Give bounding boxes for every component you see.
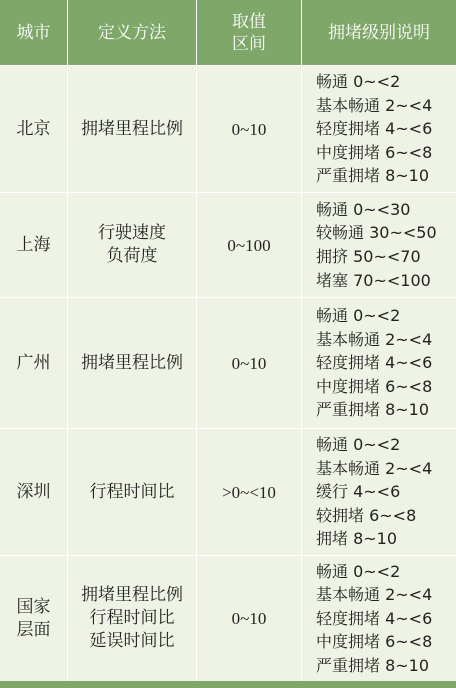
method-text: 负荷度 xyxy=(106,246,158,266)
header-city: 城市 xyxy=(0,0,68,65)
range-cell: 0~10 xyxy=(197,556,302,681)
level-item: 畅通 0~<2 xyxy=(316,435,401,455)
level-item: 畅通 0~<2 xyxy=(316,72,401,92)
table-row xyxy=(0,297,456,428)
range-cell: 0~10 xyxy=(197,66,302,192)
city-name: 深圳 xyxy=(16,481,51,502)
method-cell xyxy=(68,193,197,297)
header-range-line2: 区间 xyxy=(232,33,266,54)
levels-cell xyxy=(302,556,456,681)
levels-cell xyxy=(302,66,456,192)
level-item: 严重拥堵 8~10 xyxy=(316,400,430,420)
city-name: 国家 xyxy=(16,596,51,617)
method-text: 行驶速度 xyxy=(98,223,166,243)
method-cell xyxy=(68,429,197,555)
city-name: 上海 xyxy=(16,234,51,255)
level-item: 基本畅通 2~<4 xyxy=(316,95,433,115)
level-item: 基本畅通 2~<4 xyxy=(316,458,433,478)
level-item: 中度拥堵 6~<8 xyxy=(316,376,433,396)
range-cell: 0~100 xyxy=(197,193,302,297)
header-range-line1: 取值 xyxy=(232,11,266,32)
levels-cell xyxy=(302,298,456,428)
table-header xyxy=(0,0,456,65)
level-item: 畅通 0~<2 xyxy=(316,561,401,581)
level-item: 严重拥堵 8~10 xyxy=(316,166,430,186)
level-item: 畅通 0~<30 xyxy=(316,199,411,219)
method-text: 延误时间比 xyxy=(89,631,175,651)
level-item: 轻度拥堵 4~<6 xyxy=(316,608,433,628)
level-item: 较畅通 30~<50 xyxy=(316,223,437,243)
table-bottom-rule xyxy=(0,681,456,688)
level-item: 拥挤 50~<70 xyxy=(316,247,421,266)
header-method: 定义方法 xyxy=(68,0,197,65)
method-text: 拥堵里程比例 xyxy=(81,118,183,139)
city-cell xyxy=(0,66,68,192)
method-text: 行程时间比 xyxy=(89,608,175,628)
city-cell xyxy=(0,556,68,681)
level-item: 畅通 0~<2 xyxy=(316,306,401,326)
header-range xyxy=(197,0,302,65)
method-text: 拥堵里程比例 xyxy=(81,352,183,373)
city-name: 层面 xyxy=(16,619,51,640)
method-cell xyxy=(68,298,197,428)
level-item: 中度拥堵 6~<8 xyxy=(316,632,433,652)
levels-cell xyxy=(302,429,456,555)
level-item: 轻度拥堵 4~<6 xyxy=(316,119,433,139)
range-cell: 0~10 xyxy=(197,298,302,428)
level-item: 较拥堵 6~<8 xyxy=(316,505,417,525)
city-cell xyxy=(0,298,68,428)
level-item: 缓行 4~<6 xyxy=(316,482,401,502)
method-cell xyxy=(68,556,197,681)
level-item: 中度拥堵 6~<8 xyxy=(316,142,433,162)
city-name: 北京 xyxy=(16,118,51,139)
city-cell xyxy=(0,193,68,297)
method-text: 拥堵里程比例 xyxy=(81,585,183,605)
method-text: 行程时间比 xyxy=(89,481,175,502)
header-levels: 拥堵级别说明 xyxy=(328,22,430,43)
table-row xyxy=(0,555,456,681)
table-row xyxy=(0,65,456,192)
level-item: 堵塞 70~<100 xyxy=(316,270,431,290)
levels-cell xyxy=(302,193,456,297)
method-cell xyxy=(68,66,197,192)
table-row xyxy=(0,428,456,555)
city-name: 广州 xyxy=(16,352,51,373)
range-cell: >0~<10 xyxy=(197,429,302,555)
level-item: 基本畅通 2~<4 xyxy=(316,585,433,605)
table-row xyxy=(0,192,456,297)
level-item: 拥堵 8~10 xyxy=(316,529,398,549)
level-item: 基本畅通 2~<4 xyxy=(316,329,433,349)
level-item: 严重拥堵 8~10 xyxy=(316,655,430,675)
city-cell xyxy=(0,429,68,555)
level-item: 轻度拥堵 4~<6 xyxy=(316,353,433,373)
